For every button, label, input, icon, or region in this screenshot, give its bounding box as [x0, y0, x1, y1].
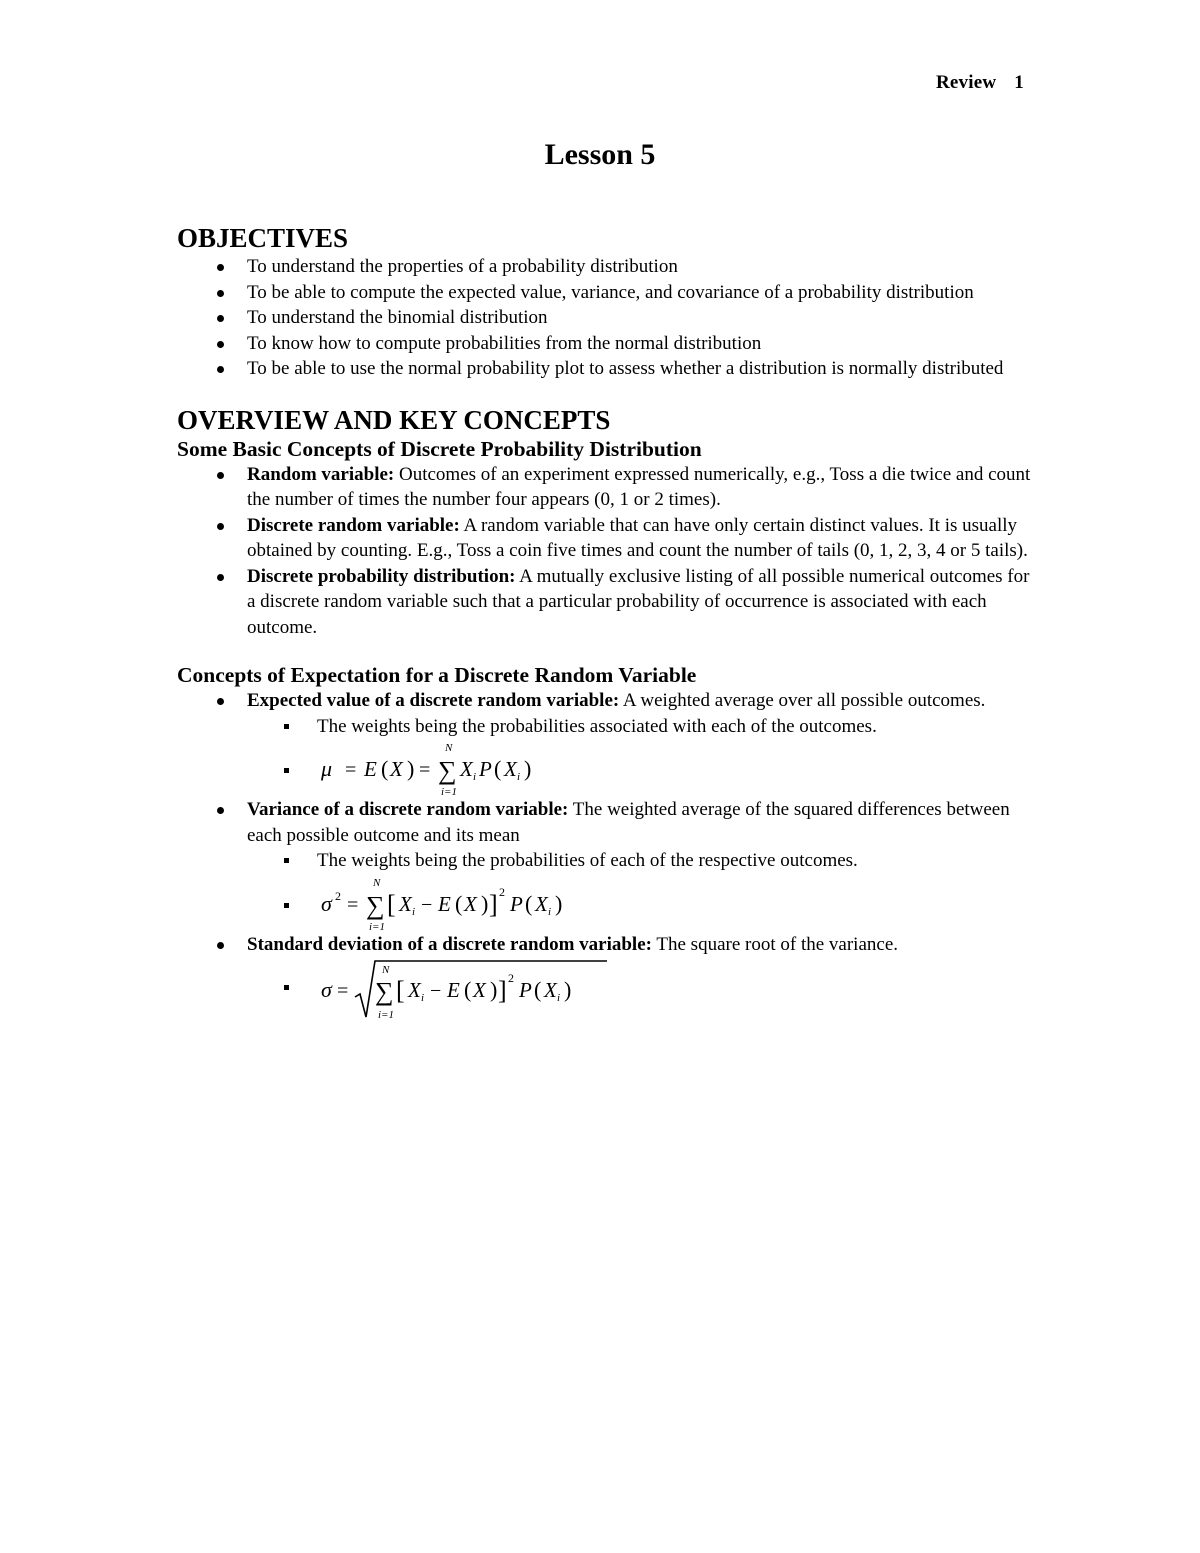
- concept-term: Discrete random variable:: [247, 514, 460, 536]
- expectation-operator: E: [438, 891, 451, 916]
- objective-text: To understand the properties of a probability distribution: [247, 256, 678, 277]
- left-bracket: [: [396, 976, 405, 1005]
- left-paren: (: [494, 756, 502, 781]
- concept-item: [177, 564, 1037, 641]
- right-paren: ): [481, 890, 489, 916]
- page-header: [936, 72, 1024, 94]
- bullet-icon: [217, 574, 224, 581]
- sub-list: [247, 714, 1037, 798]
- right-paren: ): [555, 890, 563, 916]
- equals-sign: =: [345, 759, 357, 781]
- right-bracket: ]: [489, 889, 498, 919]
- section-heading-expectation: Concepts of Expectation for a Discrete Random Variable: [177, 663, 697, 687]
- left-bracket: [: [387, 889, 396, 919]
- concept-term: Standard deviation of a discrete random variable:: [247, 933, 652, 955]
- sigma-symbol: σ: [321, 977, 332, 1002]
- probability-operator: P: [479, 757, 492, 781]
- section-heading-basic-concepts: Some Basic Concepts of Discrete Probability Distribution: [177, 436, 702, 461]
- summation-icon: ∑: [438, 756, 457, 785]
- subscript-i: i: [517, 771, 521, 783]
- objective-text: To be able to compute the expected value, variance, and covariance of a probability distribution: [247, 281, 974, 303]
- variable-x: X: [473, 978, 486, 1002]
- sub-item: [247, 848, 1037, 874]
- concept-term: Variance of a discrete random variable:: [247, 799, 569, 820]
- objective-item: [177, 305, 1037, 331]
- objective-text: To know how to compute probabilities from the normal distribution: [247, 332, 762, 354]
- concept-definition: A random variable that can have only certain distinct values. It is usually obtained by counting. E.g., Toss a coin five times and count the number of tails (0, 1, 2, 3, 4 or 5 tails).: [247, 514, 1028, 561]
- probability-operator: P: [510, 891, 523, 916]
- formula-expected-value: [317, 739, 577, 797]
- sum-upper-limit: N: [382, 964, 390, 976]
- square-bullet-icon: [284, 985, 289, 990]
- concept-definition: A weighted average over all possible outcomes.: [619, 690, 986, 711]
- variable-x: X: [390, 757, 403, 781]
- concept-item: [177, 462, 1037, 513]
- bullet-icon: [217, 942, 224, 949]
- square-bullet-icon: [284, 858, 289, 863]
- right-bracket: ]: [498, 976, 507, 1005]
- variable-x: X: [408, 978, 421, 1002]
- sub-list: [247, 957, 1037, 1027]
- formula-standard-deviation-row: [247, 957, 1037, 1027]
- right-paren: ): [490, 977, 498, 1002]
- bullet-icon: [217, 523, 224, 530]
- left-paren: (: [455, 890, 463, 916]
- expectation-operator: E: [364, 757, 377, 781]
- expectation-operator: E: [447, 978, 460, 1002]
- variable-x: X: [544, 978, 557, 1002]
- concept-definition: The weighted average of the squared differences between each possible outcome and its mean: [247, 799, 1010, 846]
- concept-definition: Outcomes of an experiment expressed numerically, e.g., Toss a die twice and count the number of times the number four appears (0, 1 or 2 times).: [247, 463, 1031, 510]
- sub-item-text: The weights being the probabilities associated with each of the outcomes.: [317, 715, 877, 737]
- sum-lower-limit: i=1: [369, 920, 385, 932]
- right-paren: ): [564, 977, 572, 1002]
- mu-symbol: μ: [321, 756, 333, 781]
- bullet-icon: [217, 290, 224, 297]
- right-paren: ): [524, 756, 532, 781]
- subscript-i: i: [412, 905, 416, 918]
- header-label: Review: [936, 72, 997, 93]
- concept-item-expected-value: [177, 688, 1037, 797]
- left-paren: (: [381, 756, 389, 781]
- document-body: [177, 222, 1037, 1027]
- summation-icon: ∑: [366, 890, 385, 920]
- concept-item: [177, 513, 1037, 564]
- sum-lower-limit: i=1: [441, 786, 457, 797]
- variable-x: X: [460, 757, 473, 781]
- formula-variance: [317, 874, 637, 932]
- objective-item: [177, 356, 1037, 382]
- formula-variance-row: [247, 874, 1037, 932]
- sub-item-text: The weights being the probabilities of each of the respective outcomes.: [317, 850, 858, 871]
- minus-sign: −: [421, 893, 433, 916]
- superscript-two: 2: [508, 971, 514, 985]
- left-paren: (: [534, 977, 542, 1002]
- formula-standard-deviation: [317, 957, 657, 1027]
- square-bullet-icon: [284, 768, 289, 773]
- objectives-heading: OBJECTIVES: [177, 223, 349, 253]
- superscript-two: 2: [335, 888, 341, 903]
- concept-definition: The square root of the variance.: [651, 933, 899, 955]
- sum-upper-limit: N: [445, 742, 453, 754]
- objectives-list: [177, 254, 1037, 382]
- bullet-icon: [217, 807, 224, 814]
- left-paren: (: [525, 890, 533, 916]
- sigma-symbol: σ: [321, 890, 332, 916]
- superscript-two: 2: [499, 884, 505, 899]
- concept-term: Expected value of a discrete random variable:: [247, 690, 620, 711]
- objective-item: [177, 254, 1037, 280]
- bullet-icon: [217, 366, 224, 373]
- subscript-i: i: [548, 905, 552, 918]
- concept-term: Discrete probability distribution:: [247, 565, 516, 587]
- basic-concepts-list: [177, 462, 1037, 641]
- probability-operator: P: [519, 978, 532, 1002]
- variable-x: X: [504, 757, 517, 781]
- bullet-icon: [217, 341, 224, 348]
- left-paren: (: [464, 977, 472, 1002]
- sum-lower-limit: i=1: [378, 1009, 394, 1021]
- subscript-i: i: [421, 992, 425, 1004]
- bullet-icon: [217, 264, 224, 271]
- overview-heading: OVERVIEW AND KEY CONCEPTS: [177, 404, 611, 435]
- objective-text: To understand the binomial distribution: [247, 307, 548, 328]
- variable-x: X: [464, 891, 477, 916]
- equals-sign: =: [337, 980, 349, 1002]
- sub-list: [247, 848, 1037, 932]
- subscript-i: i: [473, 771, 477, 783]
- bullet-icon: [217, 315, 224, 322]
- right-paren: ): [407, 756, 415, 781]
- sub-item: [247, 714, 1037, 740]
- concept-item-standard-deviation: [177, 932, 1037, 1028]
- square-bullet-icon: [284, 903, 289, 908]
- minus-sign: −: [430, 980, 442, 1002]
- objective-item: [177, 280, 1037, 306]
- concept-definition: A mutually exclusive listing of all possible numerical outcomes for a discrete random variable such that a particular probability of occurrence is associated with each outcome.: [247, 565, 1030, 638]
- bullet-icon: [217, 472, 224, 479]
- concept-item-variance: [177, 797, 1037, 932]
- concept-term: Random variable:: [247, 463, 395, 485]
- variable-x: X: [535, 891, 548, 916]
- bullet-icon: [217, 698, 224, 705]
- equals-sign: =: [347, 893, 359, 916]
- variable-x: X: [399, 891, 412, 916]
- square-bullet-icon: [284, 724, 289, 729]
- expectation-list: [177, 688, 1037, 1027]
- page-number: 1: [1014, 72, 1024, 93]
- sum-upper-limit: N: [373, 876, 381, 889]
- formula-expected-value-row: [247, 739, 1037, 797]
- objective-item: [177, 331, 1037, 357]
- objective-text: To be able to use the normal probability plot to assess whether a distribution is normally distributed: [247, 358, 1004, 379]
- summation-icon: ∑: [375, 977, 394, 1006]
- lesson-title: Lesson 5: [544, 138, 656, 171]
- subscript-i: i: [557, 992, 561, 1004]
- equals-sign: =: [419, 759, 431, 781]
